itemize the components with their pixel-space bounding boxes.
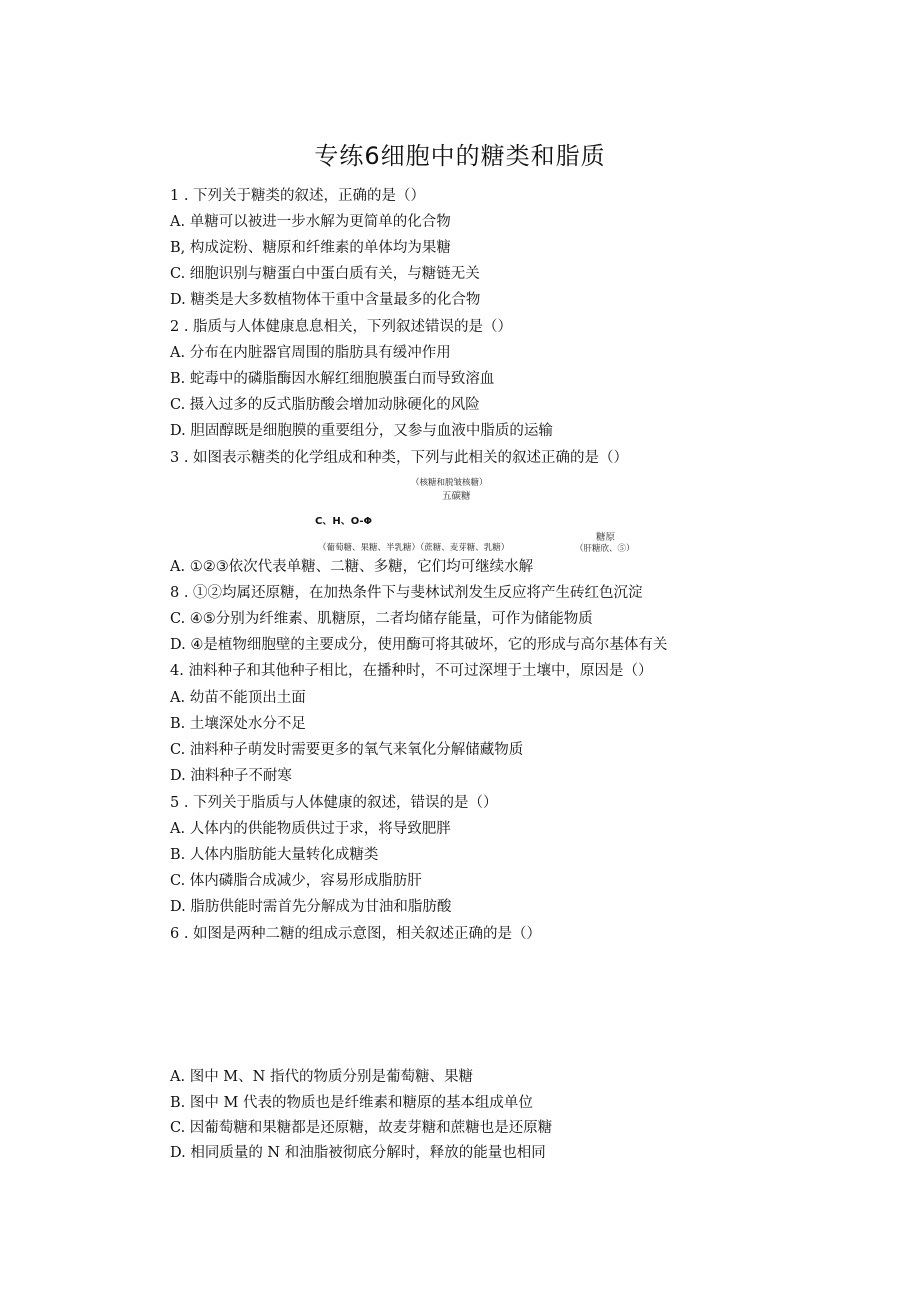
question-5-option-a: A. 人体内的供能物质供过于求，将导致肥胖 bbox=[170, 821, 451, 837]
question-6-option-d: D. 相同质量的 N 和油脂被彻底分解时，释放的能量也相同 bbox=[170, 1145, 546, 1161]
question-5-stem: 5 . 下列关于脂质与人体健康的叙述，错误的是（） bbox=[170, 795, 498, 811]
question-6-stem: 6 . 如图是两种二糖的组成示意图，相关叙述正确的是（） bbox=[170, 926, 542, 942]
question-3-option-d: D. ④是植物细胞壁的主要成分，使用酶可将其破坏，它的形成与高尔基体有关 bbox=[170, 637, 668, 653]
question-5-option-c: C. 体内磷脂合成减少，容易形成脂肪肝 bbox=[170, 873, 422, 889]
question-6-option-c: C. 因葡萄糖和果糖都是还原糖，故麦芽糖和蔗糖也是还原糖 bbox=[170, 1120, 553, 1136]
question-4-option-c: C. 油料种子萌发时需要更多的氧气来氧化分解储藏物质 bbox=[170, 742, 524, 758]
question-4-option-b: B. 土壤深处水分不足 bbox=[170, 716, 306, 732]
question-5-option-d: D. 脂肪供能时需首先分解成为甘油和脂肪酸 bbox=[170, 899, 452, 915]
question-3-option-c: C. ④⑤分别为纤维素、肌糖原，二者均储存能量，可作为储能物质 bbox=[170, 611, 593, 627]
diagram-top-note: （核糖和脱皱核糖） bbox=[411, 478, 488, 488]
question-3-option-a: A. ①②③依次代表单糖、二糖、多糖，它们均可继续水解 bbox=[170, 559, 534, 575]
diagram-top-label: 五碳糖 bbox=[442, 491, 471, 502]
diagram-bottom-note: （葡萄糖、果糖、半乳糖）（蔗糖、麦芽糖、乳糖） bbox=[318, 543, 510, 553]
page-title: 专练6细胞中的糖类和脂质 bbox=[314, 142, 606, 170]
question-1-stem: 1 . 下列关于糖类的叙述，正确的是（） bbox=[170, 188, 426, 204]
question-5-option-b: B. 人体内脂肪能大量转化成糖类 bbox=[170, 847, 379, 863]
question-4-option-d: D. 油料种子不耐寒 bbox=[170, 768, 292, 784]
question-6-option-a: A. 图中 M、N 指代的物质分别是葡萄糖、果糖 bbox=[170, 1069, 473, 1085]
question-2-option-d: D. 胆固醇既是细胞膜的重要组分，又参与血液中脂质的运输 bbox=[170, 423, 553, 439]
question-2-option-b: B. 蛇毒中的磷脂酶因水解红细胞膜蛋白而导致溶血 bbox=[170, 371, 495, 387]
question-2-option-a: A. 分布在内脏器官周围的脂肪具有缓冲作用 bbox=[170, 345, 451, 361]
question-2-option-c: C. 摄入过多的反式脂肪酸会增加动脉硬化的风险 bbox=[170, 397, 480, 413]
disaccharide-diagram-area bbox=[170, 950, 730, 1060]
question-1-option-a: A. 单糖可以被进一步水解为更简单的化合物 bbox=[170, 214, 451, 230]
question-4-option-a: A. 幼苗不能顶出土面 bbox=[170, 690, 306, 706]
question-2-stem: 2 . 脂质与人体健康息息相关，下列叙述错误的是（） bbox=[170, 319, 513, 335]
question-3-stem: 3 . 如图表示糖类的化学组成和种类，下列与此相关的叙述正确的是（） bbox=[170, 450, 629, 466]
diagram-right-note: （肝糖欣、⑤） bbox=[575, 544, 635, 554]
diagram-right-label: 糖原 bbox=[596, 532, 616, 543]
question-1-option-c: C. 细胞识别与糖蛋白中蛋白质有关，与糖链无关 bbox=[170, 266, 480, 282]
question-1-option-d: D. 糖类是大多数植物体干重中含量最多的化合物 bbox=[170, 292, 481, 308]
diagram-elements-label: C、H、O-Φ bbox=[315, 516, 373, 527]
question-1-option-b: B, 构成淀粉、糖原和纤维素的单体均为果糖 bbox=[170, 240, 451, 256]
question-6-option-b: B. 图中 M 代表的物质也是纤维素和糖原的基本组成单位 bbox=[170, 1095, 533, 1111]
question-3-option-b: 8 . ①②均属还原糖，在加热条件下与斐林试剂发生反应将产生砖红色沉淀 bbox=[170, 585, 643, 601]
question-4-stem: 4. 油料种子和其他种子相比，在播种时，不可过深埋于土壤中，原因是（） bbox=[170, 663, 653, 679]
